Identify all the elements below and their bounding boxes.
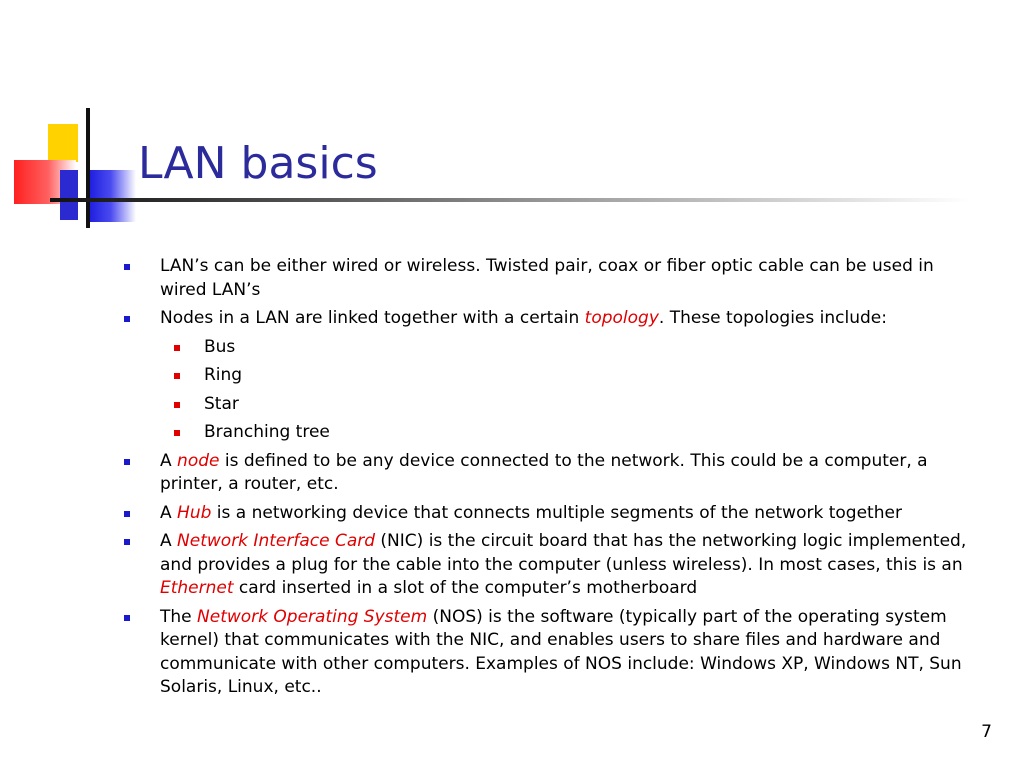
bullet-item-node: [124, 450, 984, 497]
red-square-bullet-icon: [174, 345, 180, 351]
red-square-bullet-icon: [174, 430, 180, 436]
bullet-text: A: [160, 502, 178, 523]
sub-item-label: Branching tree: [204, 422, 330, 442]
page-number: 7: [981, 722, 992, 742]
bullet-text: The: [160, 606, 198, 627]
square-bullet-icon: [124, 316, 130, 322]
sub-item-label: Ring: [204, 365, 243, 385]
slide-title: LAN basics: [138, 138, 378, 189]
bullet-list: [124, 255, 984, 705]
bullet-text: (NOS) is the software (typically part of the operating system kernel) that communicates with the NIC, and enables users to share files and hardware and communicate with other computers. Examples of NOS include: Windows XP, Windows NT, Sun Solaris, Linux, etc..: [160, 606, 962, 697]
logo-blue-small-square: [60, 170, 78, 220]
square-bullet-icon: [124, 615, 130, 621]
sub-item-bus: [160, 336, 984, 360]
term-ethernet: Ethernet: [160, 578, 234, 598]
bullet-text: (NIC) is the circuit board that has the networking logic implemented, and provides a plug for the cable into the computer (unless wireless). In most cases, this is an: [160, 531, 967, 575]
bullet-text: Nodes in a LAN are linked together with a certain: [160, 308, 585, 328]
bullet-item-topology: [124, 307, 984, 445]
term-hub: Hub: [177, 502, 212, 523]
bullet-text: A: [160, 450, 178, 471]
term-topology: topology: [584, 308, 659, 328]
logo-blue-square: [90, 170, 136, 222]
term-node: node: [177, 450, 220, 471]
bullet-text: is a networking device that connects multiple segments of the network together: [211, 502, 902, 523]
title-underline: [50, 198, 970, 202]
bullet-text: card inserted in a slot of the computer’s motherboard: [233, 578, 698, 598]
sub-item-star: [160, 393, 984, 417]
square-bullet-icon: [124, 539, 130, 545]
bullet-item-nic: [124, 530, 984, 601]
logo-yellow-square: [48, 124, 78, 162]
square-bullet-icon: [124, 264, 130, 270]
topology-sub-list: [160, 336, 984, 445]
term-network-operating-system: Network Operating System: [197, 606, 428, 627]
bullet-text: is defined to be any device connected to the network. This could be a computer, a printer, a router, etc.: [160, 450, 928, 494]
term-network-interface-card: Network Interface Card: [177, 531, 376, 551]
red-square-bullet-icon: [174, 373, 180, 379]
sub-item-branching-tree: [160, 421, 984, 445]
red-square-bullet-icon: [174, 402, 180, 408]
sub-item-label: Bus: [204, 336, 236, 357]
bullet-item-nos: [124, 606, 984, 700]
square-bullet-icon: [124, 459, 130, 465]
bullet-text: A: [160, 531, 178, 551]
sub-item-ring: [160, 364, 984, 388]
bullet-text: . These topologies include:: [658, 308, 887, 328]
bullet-text: LAN’s can be either wired or wireless. Twisted pair, coax or fiber optic cable can be used in wired LAN’s: [160, 256, 934, 300]
square-bullet-icon: [124, 511, 130, 517]
logo-vertical-line: [86, 108, 90, 228]
bullet-item-hub: [124, 502, 984, 526]
bullet-item-wired-wireless: [124, 255, 984, 302]
sub-item-label: Star: [204, 393, 239, 414]
